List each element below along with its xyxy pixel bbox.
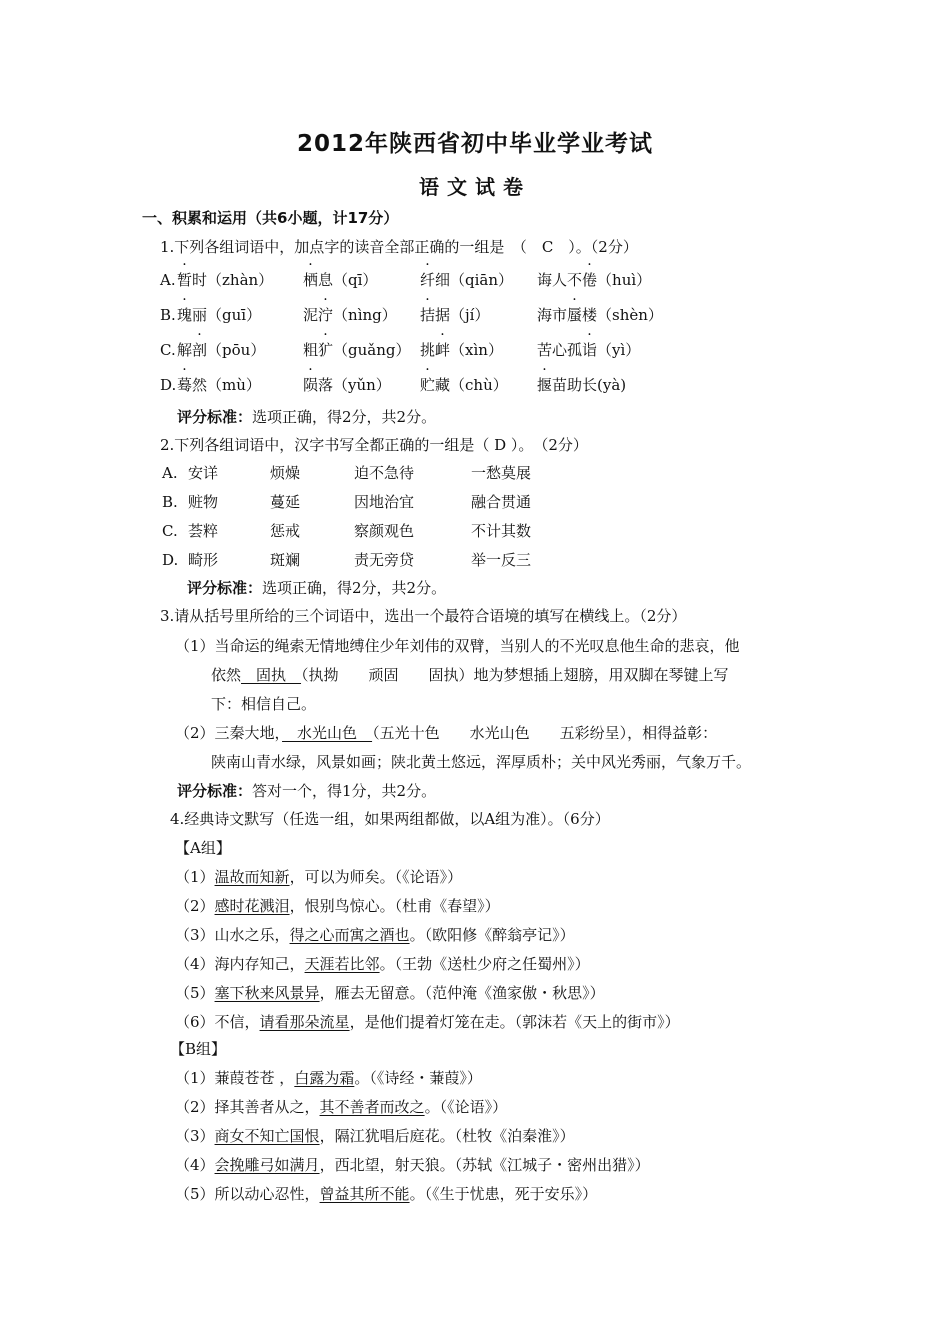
option-word — [537, 270, 651, 290]
option-label: D. — [162, 551, 179, 569]
line-text: 。（《诗经・蒹葭》） — [354, 1069, 482, 1087]
option-word: 察颜观色 — [354, 522, 415, 540]
page-subtitle: 语文试卷 — [419, 175, 531, 199]
line-text: （3）山水之乐， — [175, 926, 290, 944]
recitation-line — [175, 1012, 680, 1032]
option-label: A. — [162, 464, 178, 482]
dotted-char: 揠 — [537, 376, 553, 394]
question-3-stem: 3.请从括号里所给的三个词语中，选出一个最符合语境的填写在横线上。（2分） — [160, 607, 687, 625]
option-word — [177, 340, 265, 360]
line-text: ，西北望，射天狼。（苏轼《江城子・密州出猎》） — [319, 1156, 650, 1174]
line-text: ，是他们提着灯笼在走。（郭沫若《天上的街市》） — [349, 1013, 680, 1031]
dotted-char: 诣 — [582, 341, 598, 359]
option-word: 烦燥 — [270, 464, 301, 482]
answer-underline: 商女不知亡国恨 — [214, 1127, 320, 1145]
group-a-label: 【A组】 — [175, 839, 231, 857]
word-part: （yì） — [597, 341, 641, 359]
option-word — [420, 340, 503, 360]
option-word — [420, 270, 513, 290]
scoring-label: 评分标准： — [177, 782, 253, 800]
answer-blank: 水光山色 — [282, 724, 373, 742]
option-label: A. — [160, 271, 176, 289]
option-label: C. — [162, 522, 178, 540]
line-text: （4） — [175, 1156, 215, 1174]
option-word: 畸形 — [188, 551, 219, 569]
word-part: 诲人不 — [537, 271, 583, 289]
word-part: 藏（chù） — [435, 376, 508, 394]
answer-underline: 塞下秋来风景异 — [214, 984, 320, 1002]
recitation-line — [175, 867, 462, 887]
question-3-part1-line2: 依然 固执 （执拗 顽固 固执）地为梦想插上翅膀，用双脚在琴键上写 — [211, 666, 729, 684]
option-label: D. — [160, 376, 177, 394]
answer-underline: 天涯若比邻 — [304, 955, 380, 973]
word-part: 粗 — [303, 341, 319, 359]
line-text: 。（欧阳修《醉翁亭记》） — [409, 926, 575, 944]
question-3-part1-line3: 下：相信自己。 — [211, 695, 317, 713]
word-part: 苗助长(yà) — [552, 376, 627, 394]
line-text: （3） — [175, 1127, 215, 1145]
word-part: （xìn） — [450, 341, 503, 359]
word-part: 细（qiān） — [435, 271, 514, 289]
option-word — [303, 305, 397, 325]
word-part: （guǎng） — [333, 341, 411, 359]
option-word — [420, 375, 508, 395]
line-text: 。（王勃《送杜少府之任蜀州》） — [379, 955, 590, 973]
recitation-line — [175, 1126, 575, 1146]
option-word — [177, 305, 261, 325]
option-word — [420, 305, 489, 325]
option-word: 迫不急待 — [354, 464, 415, 482]
answer-underline: 其不善者而改之 — [319, 1098, 425, 1116]
line-text: ，恨别鸟惊心。（杜甫《春望》） — [289, 897, 500, 915]
dotted-char: 栖 — [303, 271, 319, 289]
answer-blank: 固执 — [241, 666, 302, 684]
line-text: （1） — [175, 868, 215, 886]
line-text: （6）不信， — [175, 1013, 260, 1031]
dotted-char: 衅 — [435, 341, 451, 359]
line-text: （1）蒹葭苍苍 ， — [175, 1069, 295, 1087]
option-word — [537, 340, 640, 360]
line-text: ，可以为师矣。（《论语》） — [289, 868, 463, 886]
line-text: ，雁去无留意。（范仲淹《渔家傲・秋思》） — [319, 984, 605, 1002]
recitation-line — [175, 954, 590, 974]
word-part: 挑 — [420, 341, 436, 359]
word-part: 丽（guī） — [192, 306, 262, 324]
question-3-part1-line1: （1）当命运的绳索无情地缚住少年刘伟的双臂，当别人的不光叹息他生命的悲哀，他 — [175, 637, 740, 655]
option-label: B. — [160, 306, 176, 324]
option-label: B. — [162, 493, 178, 511]
word-part: 泥 — [303, 306, 319, 324]
question-4-stem: 4.经典诗文默写（任选一组，如果两组都做，以A组为准）。（6分） — [170, 810, 610, 828]
scoring-text: 选项正确，得2分，共2分。 — [262, 579, 447, 597]
group-b-label: 【B组】 — [170, 1040, 227, 1058]
word-part: 苦心孤 — [537, 341, 583, 359]
answer-underline: 感时花溅泪 — [214, 897, 290, 915]
question-1-scoring — [177, 407, 436, 427]
answer-underline: 曾益其所不能 — [319, 1185, 410, 1203]
answer-underline: 会挽雕弓如满月 — [214, 1156, 320, 1174]
option-word: 惩戒 — [270, 522, 301, 540]
question-2-stem: 2.下列各组词语中，汉字书写全都正确的一组是（ D ）。 （2分） — [160, 436, 588, 454]
question-3-part2-line1: （2）三秦大地， 水光山色 （五光十色 水光山色 五彩纷呈），相得益彰： — [175, 724, 718, 742]
line-text: （5）所以动心忍性， — [175, 1185, 320, 1203]
word-part: 时（zhàn） — [192, 271, 274, 289]
option-word: 融合贯通 — [471, 493, 532, 511]
option-word: 荟粹 — [188, 522, 219, 540]
option-word — [303, 375, 391, 395]
scoring-text: 答对一个，得1分，共2分。 — [252, 782, 437, 800]
answer-underline: 请看那朵流星 — [259, 1013, 350, 1031]
word-part: （pōu） — [207, 341, 266, 359]
option-word: 不计其数 — [471, 522, 532, 540]
option-word: 斑斓 — [270, 551, 301, 569]
line-text: ，隔江犹唱后庭花。（杜牧《泊秦淮》） — [319, 1127, 575, 1145]
question-3-scoring — [177, 781, 436, 801]
option-word: 赃物 — [188, 493, 219, 511]
page-title: 2012年陕西省初中毕业学业考试 — [296, 131, 653, 157]
option-word: 因地治宜 — [354, 493, 415, 511]
word-part: （nìng） — [333, 306, 397, 324]
option-word: 蔓延 — [270, 493, 301, 511]
recitation-line — [175, 983, 605, 1003]
option-word — [537, 305, 663, 325]
dotted-char: 贮 — [420, 376, 436, 394]
word-part: 然（mù） — [192, 376, 261, 394]
word-part: 落（yǔn） — [318, 376, 391, 394]
option-word — [303, 340, 411, 360]
recitation-line — [175, 1184, 597, 1204]
dotted-char: 暂 — [177, 271, 193, 289]
word-part: 息（qī） — [318, 271, 378, 289]
option-word — [177, 270, 273, 290]
dotted-char: 拮 — [420, 306, 436, 324]
dotted-char: 瑰 — [177, 306, 193, 324]
option-word — [177, 375, 261, 395]
dotted-char: 陨 — [303, 376, 319, 394]
line-text: （2） — [175, 897, 215, 915]
section-heading: 一、积累和运用（共6小题，计17分） — [142, 209, 399, 227]
line-text: （5） — [175, 984, 215, 1002]
scoring-label: 评分标准： — [187, 579, 263, 597]
word-part: 解 — [177, 341, 193, 359]
recitation-line — [175, 896, 500, 916]
word-part: 楼（shèn） — [582, 306, 663, 324]
line-text: 。（《论语》） — [424, 1098, 508, 1116]
line-text: 。（《生于忧患，死于安乐》） — [409, 1185, 598, 1203]
word-part: （huì） — [597, 271, 652, 289]
dotted-char: 蓦 — [177, 376, 193, 394]
question-1-stem: 1.下列各组词语中，加点字的读音全部正确的一组是 （ C ）。（2分） — [160, 238, 638, 256]
scoring-text: 选项正确，得2分，共2分。 — [252, 408, 437, 426]
question-2-scoring — [187, 578, 446, 598]
word-part: 海市 — [537, 306, 568, 324]
scoring-label: 评分标准： — [177, 408, 253, 426]
option-word: 安详 — [188, 464, 219, 482]
option-word — [303, 270, 377, 290]
line-text: （4）海内存知己， — [175, 955, 305, 973]
dotted-char: 纤 — [420, 271, 436, 289]
dotted-char: 倦 — [582, 271, 598, 289]
answer-underline: 白露为霜 — [294, 1069, 355, 1087]
recitation-line — [175, 1155, 650, 1175]
line-text: （2）择其善者从之， — [175, 1098, 320, 1116]
question-3-part2-line2: 陕南山青水绿，风景如画；陕北黄土悠远，浑厚质朴；关中风光秀丽，气象万千。 — [211, 753, 752, 771]
recitation-line — [175, 1097, 507, 1117]
option-label: C. — [160, 341, 176, 359]
answer-underline: 温故而知新 — [214, 868, 290, 886]
dotted-char: 剖 — [192, 341, 208, 359]
recitation-line — [175, 1068, 482, 1088]
dotted-char: 犷 — [318, 341, 334, 359]
dotted-char: 蜃 — [567, 306, 583, 324]
answer-underline: 得之心而寓之酒也 — [289, 926, 410, 944]
option-word: 一愁莫展 — [471, 464, 532, 482]
recitation-line — [175, 925, 575, 945]
option-word: 举一反三 — [471, 551, 532, 569]
dotted-char: 泞 — [318, 306, 334, 324]
option-word — [537, 375, 626, 395]
option-word: 责无旁贷 — [354, 551, 415, 569]
word-part: 据（jí） — [435, 306, 490, 324]
